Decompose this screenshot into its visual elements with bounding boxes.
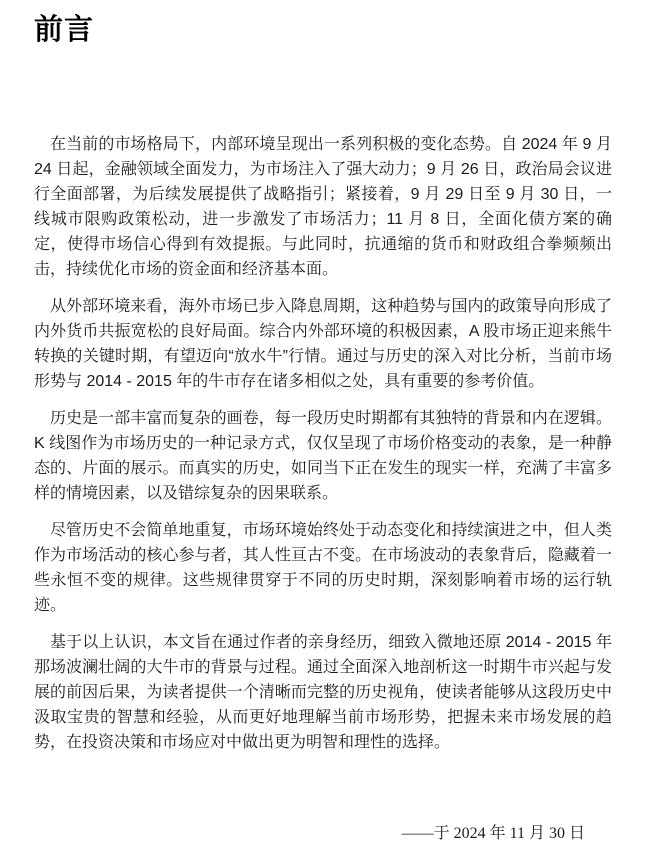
paragraph: 在当前的市场格局下，内部环境呈现出一系列积极的变化态势。自 2024 年 9 月 24 日起，金融领域全面发力，为市场注入了强大动力；9 月 26 日，政治局会议进行全面部署，为后续发展提供了战略指引；紧接着，9 月 29 日至 9 月 30 日，一线城市限购政策松动，进一步激发了市场活力；11 月 8 日，全面化债方案的确定，使得市场信心得到有效提振。与此同时，抗通缩的货币和财政组合拳频频出击，持续优化市场的资金面和经济基本面。 (34, 136, 612, 278)
paragraph: 基于以上认识，本文旨在通过作者的亲身经历，细致入微地还原 2014 - 2015 年那场波澜壮阔的大牛市的背景与过程。通过全面深入地剖析这一时期牛市兴起与发展的前因后果，为读者提供一个清晰而完整的历史视角，使读者能够从这段历史中汲取宝贵的智慧和经验，从而更好地理解当前市场形势，把握未来市场发展的趋势，在投资决策和市场应对中做出更为明智和理性的选择。 (34, 634, 612, 751)
document-body (34, 132, 612, 755)
paragraph: 历史是一部丰富而复杂的画卷，每一段历史时期都有其独特的背景和内在逻辑。K 线图作为市场历史的一种记录方式，仅仅呈现了市场价格变动的表象，是一种静态的、片面的展示。而真实的历史，如同当下正在发生的现实一样，充满了丰富多样的情境因素，以及错综复杂的因果联系。 (34, 410, 612, 502)
page-title: 前言 (34, 14, 95, 46)
paragraph: 从外部环境来看，海外市场已步入降息周期，这种趋势与国内的政策导向形成了内外货币共振宽松的良好局面。综合内外部环境的积极因素，A 股市场正迎来熊牛转换的关键时期，有望迈向“放水牛”行情。通过与历史的深入对比分析，当前市场形势与 2014 - 2015 年的牛市存在诸多相似之处，具有重要的参考价值。 (34, 298, 612, 390)
signature-date: ——于 2024 年 11 月 30 日 (401, 825, 585, 842)
paragraph: 尽管历史不会简单地重复，市场环境始终处于动态变化和持续演进之中，但人类作为市场活动的核心参与者，其人性亘古不变。在市场波动的表象背后，隐藏着一些永恒不变的规律。这些规律贯穿于不同的历史时期，深刻影响着市场的运行轨迹。 (34, 522, 612, 614)
